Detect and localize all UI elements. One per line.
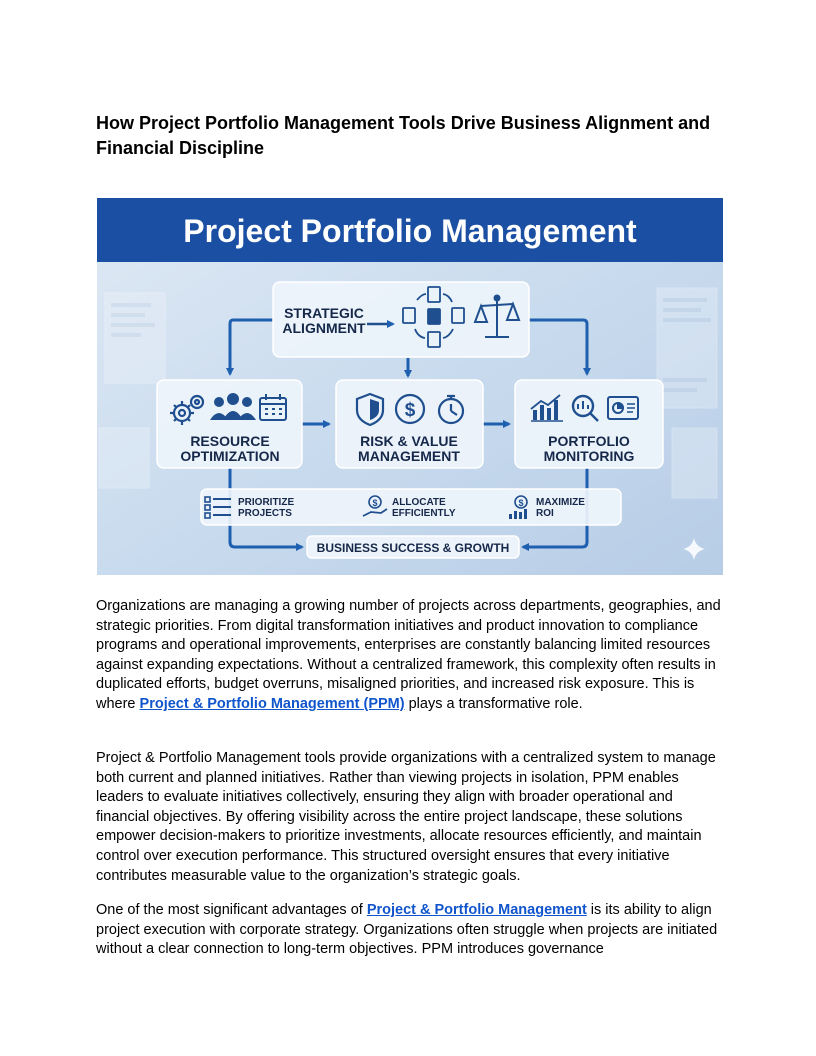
benefits-strip: [201, 489, 621, 525]
monitor-label-line2: MONITORING: [543, 448, 635, 464]
ppm-link-2[interactable]: Project & Portfolio Management: [366, 902, 587, 918]
prioritize-line2: PROJECTS: [238, 508, 292, 519]
resource-optimization-card: [157, 380, 302, 468]
document-title: How Project Portfolio Management Tools Drive Business Alignment and Financial Discipline: [96, 113, 711, 158]
resource-label-line2: OPTIMIZATION: [180, 448, 280, 464]
strategic-label-line2: ALIGNMENT: [282, 320, 366, 336]
maximize-line1: MAXIMIZE: [536, 497, 585, 508]
maximize-line2: ROI: [536, 508, 554, 519]
allocate-line2: EFFICIENTLY: [392, 508, 456, 519]
svg-text:$: $: [404, 400, 416, 421]
strategic-label-line1: STRATEGIC: [284, 305, 364, 321]
paragraph-1-tail: plays a transformative role.: [404, 695, 583, 712]
prioritize-line1: PRIORITIZE: [238, 497, 295, 508]
svg-text:$: $: [372, 498, 378, 508]
ppm-infographic: [97, 198, 723, 575]
risk-label-line2: MANAGEMENT: [358, 448, 460, 464]
paragraph-3-tail: is its ability to align project execution with corporate strategy. Organizations often struggle when projects are initiated without a clear connection to long-term objectives. PPM introduces governance: [96, 902, 718, 958]
business-success-banner: [307, 536, 519, 558]
ppm-link[interactable]: Project & Portfolio Management (PPM): [139, 695, 405, 712]
paragraph-3-text: One of the most significant advantages of: [96, 902, 367, 918]
strategic-alignment-card: [273, 282, 529, 357]
banner-title: Project Portfolio Management: [183, 213, 637, 249]
resource-label-line1: RESOURCE: [190, 433, 270, 449]
business-success-label: BUSINESS SUCCESS & GROWTH: [316, 541, 510, 555]
risk-value-card: [336, 380, 483, 468]
paragraph-2: Project & Portfolio Management tools provide organizations with a centralized system to manage both current and planned initiatives. Rather than viewing projects in isolation, PPM enables leaders to evaluate initiatives collectively, ensuring they align with broader operational and financial objectives. By offering visibility across the entire project landscape, these solutions empower decision-makers to prioritize investments, allocate resources efficiently, and maintain control over execution performance. This structured oversight ensures that every initiative contributes measurable value to the organization’s strategic goals.: [96, 750, 716, 884]
svg-text:$: $: [518, 498, 524, 508]
monitor-label-line1: PORTFOLIO: [548, 433, 630, 449]
paragraph-1-text: Organizations are managing a growing number of projects across departments, geographies, and strategic priorities. From digital transformation initiatives and product innovation to compliance programs and operational improvements, enterprises are constantly balancing limited resources against expanding expectations. Without a centralized framework, this complexity often results in duplicated efforts, budget overruns, misaligned priorities, and increased risk exposure. This is where: [96, 598, 721, 712]
allocate-line1: ALLOCATE: [392, 497, 446, 508]
portfolio-monitoring-card: [515, 380, 663, 468]
paragraph-1: [96, 597, 722, 715]
risk-label-line1: RISK & VALUE: [360, 433, 458, 449]
paragraph-3: [96, 901, 722, 960]
